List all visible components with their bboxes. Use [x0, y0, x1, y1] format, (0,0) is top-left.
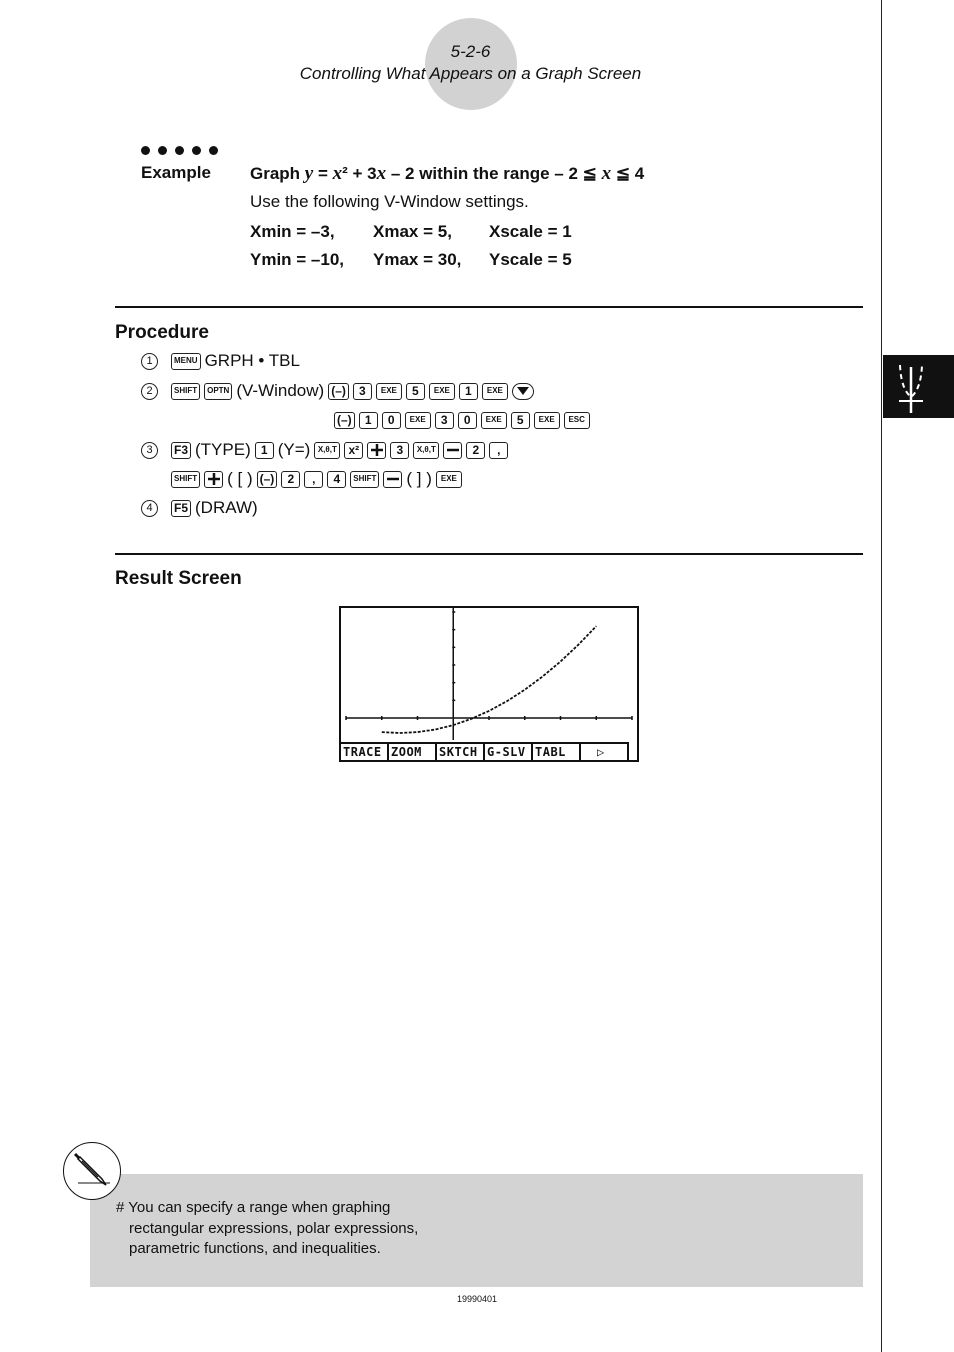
plus-key	[204, 471, 223, 488]
setting-yscale: Yscale = 5	[489, 250, 572, 269]
f3-key: F3	[171, 442, 191, 459]
digit-1-key: 1	[359, 412, 378, 429]
plus-key	[367, 442, 386, 459]
example-heading: Graph y = x² + 3x – 2 within the range – 2 ≦ x ≦ 4	[250, 163, 645, 184]
minus-icon	[387, 473, 399, 485]
procedure-step-4	[141, 497, 258, 519]
digit-3-key: 3	[390, 442, 409, 459]
minus-key	[443, 442, 462, 459]
exe-key: EXE	[482, 383, 508, 400]
page-number: 5-2-6	[450, 42, 491, 61]
procedure-step-1	[141, 350, 300, 372]
menu-more: ▷	[581, 742, 629, 760]
menu-table: TABL	[533, 742, 581, 760]
menu-sketch: SKTCH	[437, 742, 485, 760]
plus-icon	[208, 473, 220, 485]
step-number: 3	[141, 442, 158, 459]
digit-2-key: 2	[281, 471, 300, 488]
note-text: # You can specify a range when graphing	[116, 1199, 391, 1216]
note-text: parametric functions, and inequalities.	[129, 1240, 381, 1257]
draw-text: (DRAW)	[195, 498, 258, 517]
esc-key: ESC	[564, 412, 590, 429]
x-theta-t-key: X,θ,T	[314, 442, 340, 459]
comma-key: ,	[304, 471, 323, 488]
function-menu	[341, 740, 637, 760]
right-bracket-text: ( ] )	[406, 469, 432, 488]
section-divider	[115, 306, 863, 308]
menu-gsolve: G-SLV	[485, 742, 533, 760]
x-squared-key: x²	[344, 442, 363, 459]
page-margin-line	[881, 0, 882, 1352]
shift-key: SHIFT	[171, 383, 200, 400]
procedure-step-2	[141, 380, 534, 402]
note-text: rectangular expressions, polar expressions,	[129, 1220, 419, 1237]
exe-key: EXE	[436, 471, 462, 488]
graph-chapter-icon	[891, 361, 931, 413]
setting-xmin: Xmin = –3,	[250, 222, 335, 241]
result-screen	[339, 606, 639, 762]
cursor-down-key	[512, 383, 534, 400]
procedure-title: Procedure	[115, 322, 209, 343]
exe-key: EXE	[405, 412, 431, 429]
yeq-text: (Y=)	[277, 440, 311, 459]
example-instruction: Use the following V-Window settings.	[250, 192, 529, 211]
exe-key: EXE	[376, 383, 402, 400]
digit-3-key: 3	[353, 383, 372, 400]
negative-key: (–)	[328, 383, 349, 400]
menu-zoom: ZOOM	[389, 742, 437, 760]
example-dots	[141, 146, 218, 155]
negative-key: (–)	[257, 471, 278, 488]
left-bracket-text: ( [ )	[227, 469, 253, 488]
shift-key: SHIFT	[350, 471, 379, 488]
digit-0-key: 0	[458, 412, 477, 429]
digit-1-key: 1	[459, 383, 478, 400]
procedure-step-3-cont	[171, 468, 462, 490]
setting-ymin: Ymin = –10,	[250, 250, 345, 269]
x-theta-t-key: X,θ,T	[413, 442, 439, 459]
setting-xscale: Xscale = 1	[489, 222, 572, 241]
procedure-step-2-cont	[334, 409, 590, 431]
exe-key: EXE	[429, 383, 455, 400]
optn-key: OPTN	[204, 383, 232, 400]
minus-icon	[447, 444, 459, 456]
result-title: Result Screen	[115, 568, 242, 589]
digit-5-key: 5	[406, 383, 425, 400]
note-pencil-icon	[63, 1142, 121, 1200]
section-divider	[115, 553, 863, 555]
procedure-step-3	[141, 439, 508, 461]
exe-key: EXE	[534, 412, 560, 429]
example-label: Example	[141, 163, 211, 182]
graph-plot	[341, 608, 637, 740]
mode-text: GRPH • TBL	[204, 351, 300, 370]
type-text: (TYPE)	[195, 440, 251, 459]
step-number: 4	[141, 500, 158, 517]
menu-trace: TRACE	[341, 742, 389, 760]
digit-5-key: 5	[511, 412, 530, 429]
comma-key: ,	[489, 442, 508, 459]
shift-key: SHIFT	[171, 471, 200, 488]
negative-key: (–)	[334, 412, 355, 429]
chapter-tab	[883, 355, 954, 418]
menu-key: MENU	[171, 353, 201, 370]
minus-key	[383, 471, 402, 488]
step-number: 2	[141, 383, 158, 400]
digit-3-key: 3	[435, 412, 454, 429]
footer-code: 19990401	[456, 1294, 498, 1304]
plus-icon	[371, 444, 383, 456]
digit-0-key: 0	[382, 412, 401, 429]
page-title: Controlling What Appears on a Graph Screen	[299, 64, 642, 83]
step-number: 1	[141, 353, 158, 370]
setting-xmax: Xmax = 5,	[373, 222, 452, 241]
digit-4-key: 4	[327, 471, 346, 488]
setting-ymax: Ymax = 30,	[373, 250, 462, 269]
digit-2-key: 2	[466, 442, 485, 459]
down-arrow-icon	[517, 387, 529, 395]
exe-key: EXE	[481, 412, 507, 429]
f5-key: F5	[171, 500, 191, 517]
vwindow-text: (V-Window)	[236, 381, 325, 400]
digit-1-key: 1	[255, 442, 274, 459]
